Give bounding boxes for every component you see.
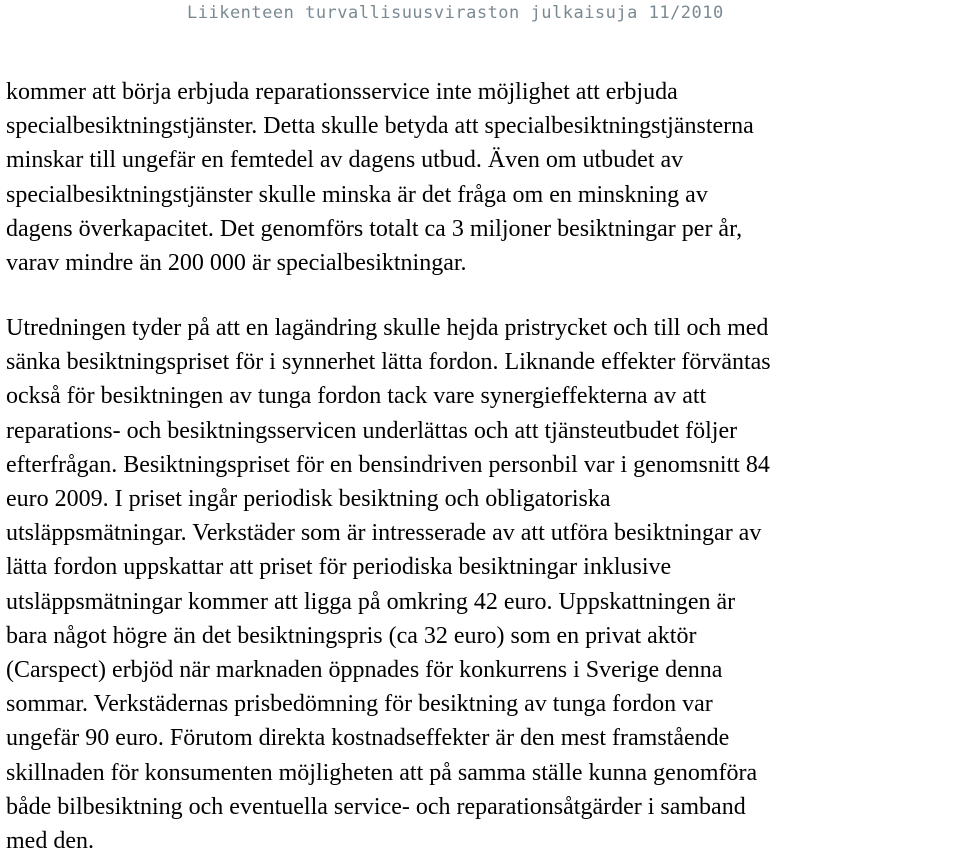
text-line: dagens överkapacitet. Det genomförs totalt ca 3 miljoner besiktningar per år, [6, 215, 743, 242]
text-line: (Carspect) erbjöd när marknaden öppnades för konkurrens i Sverige denna [6, 657, 723, 684]
paragraph-2 [6, 311, 958, 858]
text-line: utsläppsmätningar. Verkstäder som är intresserade av att utföra besiktningar av [6, 520, 762, 547]
text-line: med den. [6, 828, 94, 855]
text-line: euro 2009. I priset ingår periodisk besiktning och obligatoriska [6, 486, 611, 513]
text-line: lätta fordon uppskattar att priset för periodiska besiktningar inklusive [6, 554, 672, 581]
text-line: ungefär 90 euro. Förutom direkta kostnadseffekter är den mest framstående [6, 725, 730, 752]
text-line: både bilbesiktning och eventuella service- och reparationsåtgärder i samband [6, 793, 746, 820]
text-line: kommer att börja erbjuda reparationsservice inte möjlighet att erbjuda [6, 79, 678, 105]
text-line: sänka besiktningspriset för i synnerhet lätta fordon. Liknande effekter förväntas [6, 349, 771, 376]
text-line: reparations- och besiktningsservicen underlättas och att tjänsteutbudet följer [6, 417, 738, 444]
text-line: skillnaden för konsumenten möjligheten att på samma ställe kunna genomföra [6, 759, 758, 786]
text-line: minskar till ungefär en femtedel av dagens utbud. Även om utbudet av [6, 147, 684, 174]
text-line: efterfrågan. Besiktningspriset för en bensindriven personbil var i genomsnitt 84 [6, 451, 770, 478]
paragraph-1 [6, 75, 958, 280]
text-line: Utredningen tyder på att en lagändring skulle hejda pristrycket och till och med [6, 315, 769, 341]
text-line: bara något högre än det besiktningspris (ca 32 euro) som en privat aktör [6, 622, 697, 649]
text-line: utsläppsmätningar kommer att ligga på omkring 42 euro. Uppskattningen är [6, 588, 736, 615]
running-header: Liikenteen turvallisuusviraston julkaisuja 11/2010 [187, 3, 724, 23]
text-line: sommar. Verkstädernas prisbedömning för besiktning av tunga fordon var [6, 691, 713, 718]
text-line: specialbesiktningstjänster. Detta skulle betyda att specialbesiktningstjänsterna [6, 113, 754, 140]
text-line: specialbesiktningstjänster skulle minska är det fråga om en minskning av [6, 181, 708, 208]
text-line: varav mindre än 200 000 är specialbesiktningar. [6, 250, 467, 277]
text-line: också för besiktningen av tunga fordon tack vare synergieffekterna av att [6, 383, 707, 410]
